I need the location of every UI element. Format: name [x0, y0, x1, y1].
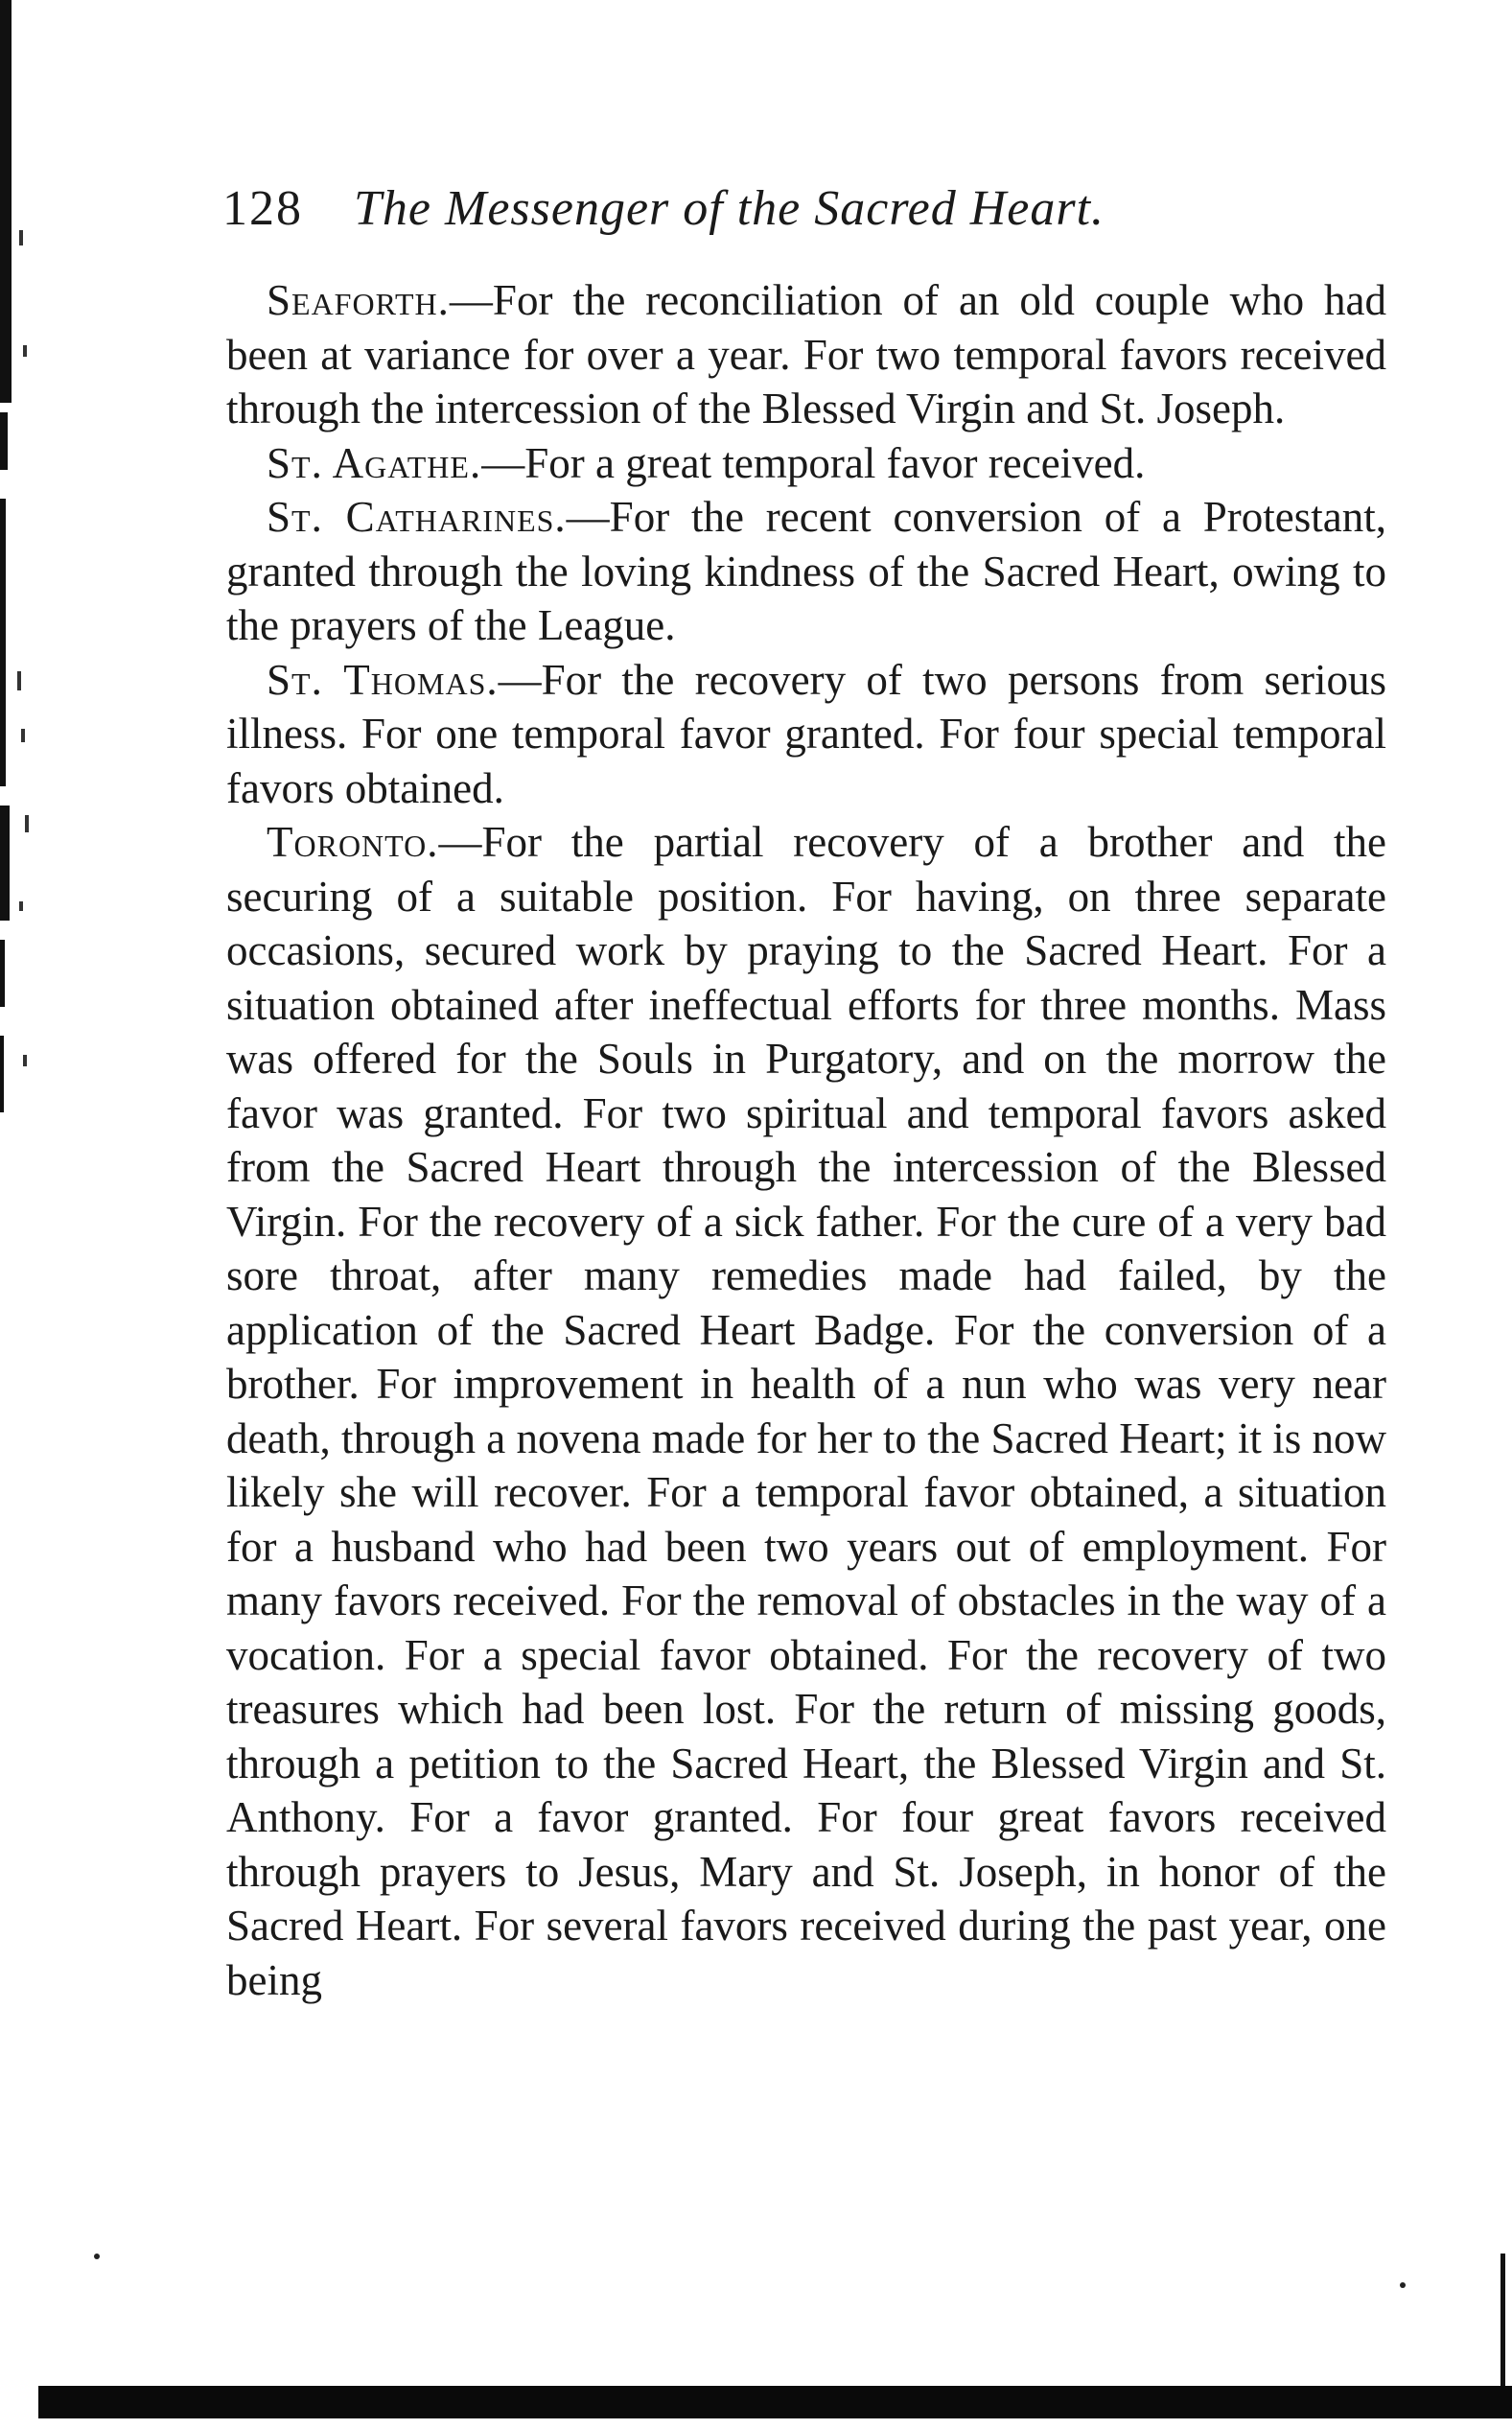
place-name: St. Agathe.	[267, 438, 482, 487]
scan-speck	[94, 2254, 100, 2259]
scan-bottom-edge	[38, 2386, 1512, 2418]
page-number: 128	[222, 181, 303, 236]
running-head	[222, 171, 1373, 247]
entry-st-thomas	[226, 653, 1386, 816]
place-name: Seaforth.	[267, 276, 450, 324]
article-body	[226, 273, 1386, 2007]
entry-st-agathe	[226, 436, 1386, 491]
entry-st-catharines	[226, 490, 1386, 653]
place-name: St. Thomas.	[267, 655, 499, 704]
entry-text: —For the partial recovery of a brother and the securing of a suitable position. For having, on three separate occasions, secured work by praying to the Sacred Heart. For a situation obtained after ineffectual efforts for three months. Mass was offered for the Souls in Purgatory, and on the morrow the favor was granted. For two spiritual and temporal favors asked from the Sacred Heart through the intercession of the Blessed Virgin. For the recovery of a sick father. For the cure of a very bad sore throat, after many remedies made had failed, by the application of the Sacred Heart Badge. For the conversion of a brother. For improvement in health of a nun who was very near death, through a novena made for her to the Sacred Heart; it is now likely she will recover. For a temporal favor obtained, a situation for a husband who had been two years out of employment. For many favors received. For the removal of obstacles in the way of a vocation. For a special favor obtained. For the recovery of two treasures which had been lost. For the return of missing goods, through a petition to the Sacred Heart, the Blessed Virgin and St. Anthony. For a favor granted. For four great favors received through prayers to Jesus, Mary and St. Joseph, in honor of the Sacred Heart. For several favors received during the past year, one being	[226, 818, 1386, 2004]
place-name: Toronto.	[267, 818, 439, 866]
place-name: St. Catharines.	[267, 493, 567, 541]
running-title: The Messenger of the Sacred Heart.	[354, 181, 1105, 236]
entry-text: —For the recovery of two persons from serious illness. For one temporal favor granted. For four special temporal favors obtained.	[226, 655, 1386, 812]
entry-text: —For a great temporal favor received.	[481, 438, 1146, 487]
scan-left-edge	[0, 0, 38, 2429]
entry-text: —For the recent conversion of a Protestant, granted through the loving kindness of the Sacred Heart, owing to the prayers of the League.	[226, 493, 1386, 649]
scan-speck	[1400, 2282, 1406, 2288]
entry-text: —For the reconciliation of an old couple who had been at variance for over a year. For two temporal favors received through the intercession of the Blessed Virgin and St. Joseph.	[226, 276, 1386, 432]
entry-toronto	[226, 815, 1386, 2007]
entry-seaforth	[226, 273, 1386, 436]
